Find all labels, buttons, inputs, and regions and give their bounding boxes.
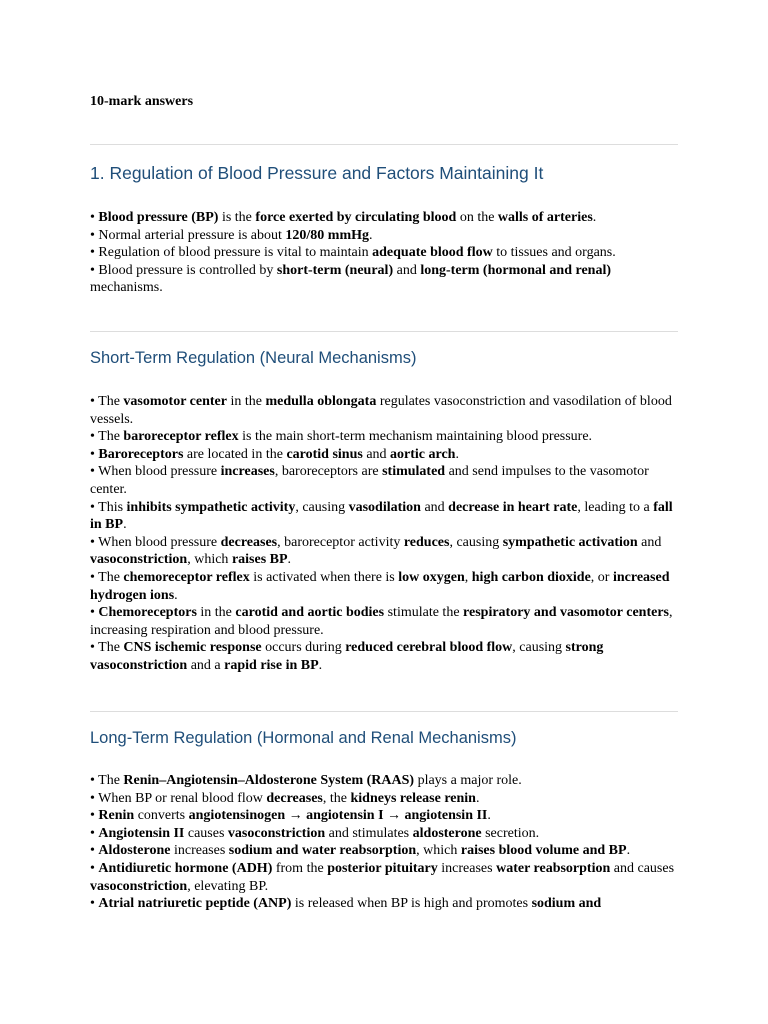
bold-text: force exerted by circulating blood xyxy=(255,210,457,225)
body-text: to tissues and organs. xyxy=(492,245,616,261)
bullet-item xyxy=(90,772,678,790)
bullet-item xyxy=(90,790,678,808)
body-text: • The xyxy=(90,429,124,445)
bullet-item xyxy=(90,807,678,825)
bold-text: vasoconstriction xyxy=(90,878,188,894)
body-text: • The xyxy=(90,394,124,409)
body-text: . xyxy=(318,657,323,673)
body-text: , baroreceptor activity xyxy=(277,534,404,550)
bold-text: vasomotor center xyxy=(123,394,227,409)
bold-text: Aldosterone xyxy=(98,843,171,859)
body-text: • xyxy=(90,825,99,841)
bold-text: strong vasoconstriction xyxy=(90,640,604,673)
bold-text: reduced cerebral blood flow xyxy=(345,640,513,656)
body-text: is the xyxy=(218,210,256,225)
bold-text: sodium and xyxy=(531,896,602,912)
body-text: in the xyxy=(226,394,266,409)
bold-text: Renin xyxy=(98,808,135,824)
body-text: • Regulation of blood pressure is vital to maintain xyxy=(90,245,373,261)
body-text: • When blood pressure xyxy=(90,534,221,550)
bold-text: Chemoreceptors xyxy=(98,605,197,621)
bullet-item xyxy=(90,895,678,913)
bullet-item xyxy=(90,446,678,464)
body-text: and causes xyxy=(610,860,675,876)
body-text: • The xyxy=(90,773,124,788)
body-text: . xyxy=(174,587,178,603)
bold-text: respiratory and vasomotor centers xyxy=(463,605,669,621)
body-text: and a xyxy=(187,657,225,673)
bold-text: Blood pressure (BP) xyxy=(98,210,219,225)
bold-text: chemoreceptor reflex xyxy=(123,569,250,585)
body-text: . xyxy=(455,446,459,462)
bold-text: walls of arteries xyxy=(497,210,593,225)
body-text: • xyxy=(90,860,99,876)
body-text: and xyxy=(637,534,662,550)
bold-text: vasoconstriction xyxy=(227,825,326,841)
body-text: is released when BP is high and promotes xyxy=(291,896,532,912)
body-text: causes xyxy=(184,825,228,841)
bold-text: Antidiuretic hormone (ADH) xyxy=(98,860,273,876)
bold-text: vasodilation xyxy=(348,499,421,515)
bullet-list-long-term xyxy=(90,772,678,913)
body-text: plays a major role. xyxy=(414,773,522,788)
body-text: , baroreceptors are xyxy=(274,464,383,480)
body-text: are located in the xyxy=(183,446,287,462)
body-text: . xyxy=(626,843,631,859)
body-text: converts xyxy=(134,808,189,824)
bold-text: posterior pituitary xyxy=(327,860,438,876)
body-text: occurs during xyxy=(261,640,346,656)
body-text: on the xyxy=(456,210,498,225)
body-text: • xyxy=(90,210,99,225)
bold-text: 120/80 mmHg xyxy=(285,227,370,243)
body-text: • This xyxy=(90,499,127,515)
body-text: and xyxy=(393,262,421,278)
bullet-item xyxy=(90,534,678,569)
body-text: • xyxy=(90,808,99,824)
bold-text: carotid and aortic bodies xyxy=(235,605,385,621)
body-text: • Blood pressure is controlled by xyxy=(90,262,277,278)
body-text: • The xyxy=(90,640,124,656)
bold-text: aldosterone xyxy=(412,825,482,841)
bold-text: Angiotensin II xyxy=(98,825,185,841)
bold-text: inhibits sympathetic activity xyxy=(126,499,296,515)
bold-text: CNS ischemic response xyxy=(123,640,262,656)
body-text: , causing xyxy=(512,640,566,656)
bullet-item xyxy=(90,209,678,227)
bullet-item xyxy=(90,825,678,843)
bold-text: medulla oblongata xyxy=(265,394,377,409)
bold-text: Renin–Angiotensin–Aldosterone System (RAAS) xyxy=(123,773,415,788)
bold-text: high carbon dioxide xyxy=(471,569,591,585)
body-text: . xyxy=(369,227,373,243)
body-text: from the xyxy=(272,860,328,876)
body-text: increases xyxy=(437,860,497,876)
section-divider xyxy=(90,144,678,145)
body-text: • Normal arterial pressure is about xyxy=(90,227,286,243)
body-text: . xyxy=(592,210,597,225)
bullet-item xyxy=(90,499,678,534)
bold-text: adequate blood flow xyxy=(372,245,493,261)
body-text: • xyxy=(90,843,99,859)
body-text: , elevating BP. xyxy=(187,878,269,894)
body-text: • When blood pressure xyxy=(90,464,221,480)
body-text: , or xyxy=(590,569,613,585)
bullet-item xyxy=(90,262,678,297)
bullet-item xyxy=(90,393,678,428)
section-heading-long-term: Long-Term Regulation (Hormonal and Renal Mechanisms) xyxy=(90,729,517,747)
bold-text: vasoconstriction xyxy=(90,552,188,568)
body-text: • xyxy=(90,896,99,912)
body-text: . xyxy=(123,517,127,533)
bold-text: increased hydrogen ions xyxy=(90,569,670,603)
bold-text: decreases xyxy=(220,534,278,550)
section-divider xyxy=(90,331,678,332)
body-text: and xyxy=(420,499,449,515)
body-text: regulates vasoconstriction and vasodilation of blood vessels. xyxy=(90,394,672,427)
body-text: is activated when there is xyxy=(249,569,399,585)
body-text: . xyxy=(287,552,292,568)
body-text: is the main short-term mechanism maintaining blood pressure. xyxy=(238,429,593,445)
bullet-item xyxy=(90,428,678,446)
body-text: stimulate the xyxy=(384,605,464,621)
bold-text: water reabsorption xyxy=(496,860,611,876)
bullet-item xyxy=(90,842,678,860)
body-text: , causing xyxy=(295,499,349,515)
bullet-item xyxy=(90,244,678,262)
bullet-item xyxy=(90,604,678,639)
bold-text: decrease in heart rate xyxy=(448,499,578,515)
bullet-item xyxy=(90,860,678,895)
document-label: 10-mark answers xyxy=(90,94,194,109)
section-divider xyxy=(90,711,678,712)
body-text: in the xyxy=(196,605,236,621)
section-heading-short-term: Short-Term Regulation (Neural Mechanisms) xyxy=(90,349,417,367)
body-text: • xyxy=(90,446,99,462)
bold-text: increases xyxy=(220,464,275,480)
body-text: . xyxy=(475,790,480,806)
bold-text: sodium and water reabsorption xyxy=(228,843,417,859)
body-text: , the xyxy=(322,790,351,806)
bullet-item xyxy=(90,463,678,498)
bold-text: stimulated xyxy=(382,464,446,480)
bold-text: fall in BP xyxy=(90,499,673,533)
bullet-item xyxy=(90,639,678,674)
body-text: and stimulates xyxy=(325,825,413,841)
body-text: • The xyxy=(90,569,124,585)
body-text: . xyxy=(487,808,491,824)
body-text: , increasing respiration and blood pressure. xyxy=(90,605,673,638)
bold-text: rapid rise in BP xyxy=(224,657,319,673)
bold-text: short-term (neural) xyxy=(276,262,394,278)
bold-text: carotid sinus xyxy=(286,446,363,462)
body-text: • When BP or renal blood flow xyxy=(90,790,267,806)
bold-text: kidneys release renin xyxy=(350,790,476,806)
body-text: , which xyxy=(187,552,232,568)
body-text: increases xyxy=(170,843,229,859)
body-text: , which xyxy=(416,843,461,859)
bold-text: angiotensinogen → angiotensin I → angiotensin II xyxy=(188,808,488,824)
bullet-item xyxy=(90,227,678,245)
bold-text: sympathetic activation xyxy=(502,534,638,550)
body-text: • xyxy=(90,605,99,621)
bold-text: Baroreceptors xyxy=(98,446,184,462)
body-text: and xyxy=(362,446,391,462)
body-text: and send impulses to the vasomotor center. xyxy=(90,464,649,497)
body-text: mechanisms. xyxy=(90,280,163,296)
bullet-list-overview xyxy=(90,209,678,297)
bold-text: raises BP xyxy=(231,552,288,568)
bold-text: aortic arch xyxy=(390,446,456,462)
bold-text: baroreceptor reflex xyxy=(123,429,239,445)
bold-text: raises blood volume and BP xyxy=(460,843,627,859)
bold-text: long-term (hormonal and renal) xyxy=(420,262,612,278)
body-text: secretion. xyxy=(481,825,540,841)
body-text: , xyxy=(464,569,472,585)
bullet-list-short-term xyxy=(90,393,678,675)
bold-text: Atrial natriuretic peptide (ANP) xyxy=(98,896,292,912)
bullet-item xyxy=(90,569,678,604)
section-heading-regulation: 1. Regulation of Blood Pressure and Factors Maintaining It xyxy=(90,163,544,183)
body-text: , leading to a xyxy=(577,499,654,515)
bold-text: decreases xyxy=(266,790,323,806)
body-text: , causing xyxy=(449,534,503,550)
bold-text: low oxygen xyxy=(398,569,465,585)
bold-text: reduces xyxy=(403,534,450,550)
